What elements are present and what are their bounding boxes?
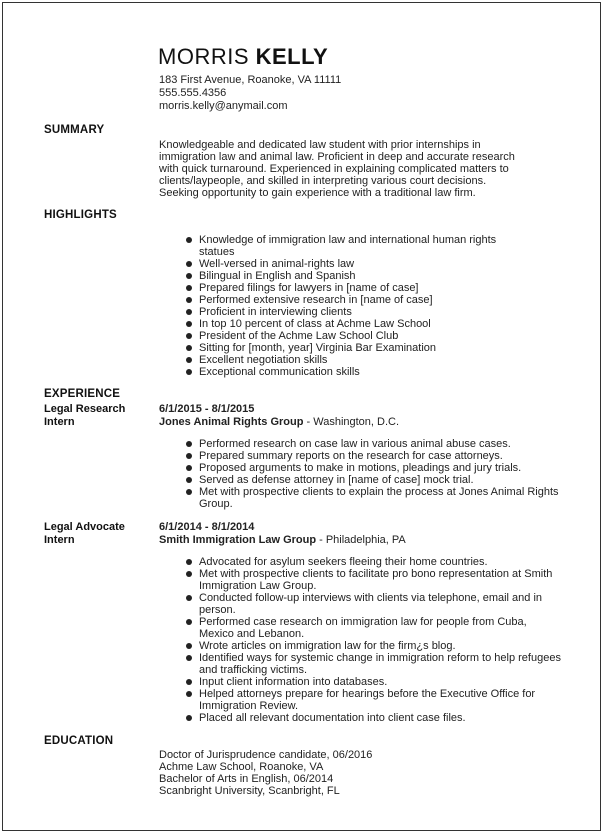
job-dates: 6/1/2014 - 8/1/2014 [159,521,255,533]
list-item: President of the Achme Law School Club [184,330,524,342]
summary-line: with quick turnaround. Experienced in explaining complicated matters to [159,163,509,175]
list-item: Met with prospective clients to facilitate pro bono representation at Smith Immigration Law Group. [184,568,564,592]
list-item: Prepared filings for lawyers in [name of case] [184,282,524,294]
list-item: Performed case research on immigration law for people from Cuba, Mexico and Lebanon. [184,616,564,640]
education-text [159,749,372,797]
list-item: Input client information into databases. [184,676,564,688]
education-line: Bachelor of Arts in English, 06/2014 [159,773,334,785]
list-item: Proficient in interviewing clients [184,306,524,318]
list-item: Well-versed in animal-rights law [184,258,524,270]
list-item: Bilingual in English and Spanish [184,270,524,282]
phone: 555.555.4356 [159,87,227,99]
contact-block [159,74,341,113]
list-item: Knowledge of immigration law and international human rights statues [184,234,524,258]
list-item: In top 10 percent of class at Achme Law School [184,318,524,330]
summary-line: Seeking opportunity to gain experience with a traditional law firm. [159,187,476,199]
job-dates: 6/1/2015 - 8/1/2015 [159,403,255,415]
summary-line: clients/laypeople, and skilled in interpreting various court decisions. [159,175,487,187]
list-item: Prepared summary reports on the research for case attorneys. [184,450,574,462]
org-name: Smith Immigration Law Group [159,534,317,546]
list-item: Conducted follow-up interviews with clients via telephone, email and in person. [184,592,564,616]
summary-line: Knowledgeable and dedicated law student with prior internships in [159,139,481,151]
last-name: KELLY [255,44,329,69]
candidate-name [158,44,328,70]
education-line: Doctor of Jurisprudence candidate, 06/2016 [159,749,373,761]
list-item: Served as defense attorney in [name of case] mock trial. [184,474,574,486]
job-title: Legal Research Intern [44,403,126,428]
list-item: Met with prospective clients to explain the process at Jones Animal Rights Group. [184,486,574,510]
list-item: Performed research on case law in various animal abuse cases. [184,438,574,450]
list-item: Performed extensive research in [name of case] [184,294,524,306]
education-line: Scanbright University, Scanbright, FL [159,785,340,797]
list-item: Advocated for asylum seekers fleeing their home countries. [184,556,564,568]
list-item: Sitting for [month, year] Virginia Bar Examination [184,342,524,354]
job-org [159,534,406,546]
list-item: Helped attorneys prepare for hearings before the Executive Office for Immigration Review. [184,688,564,712]
job-bullets [184,438,574,510]
list-item: Wrote articles on immigration law for the firm¿s blog. [184,640,564,652]
education-line: Achme Law School, Roanoke, VA [159,761,324,773]
summary-text [159,139,569,199]
job-bullets [184,556,564,724]
org-location: - Washington, D.C. [303,416,400,428]
list-item: Exceptional communication skills [184,366,524,378]
list-item: Excellent negotiation skills [184,354,524,366]
education-heading: EDUCATION [44,735,114,747]
summary-heading: SUMMARY [44,124,105,136]
highlights-list [184,234,524,378]
experience-heading: EXPERIENCE [44,388,121,400]
job-title: Legal Advocate Intern [44,521,125,546]
email: morris.kelly@anymail.com [159,100,288,112]
org-location: - Philadelphia, PA [316,534,406,546]
list-item: Proposed arguments to make in motions, pleadings and jury trials. [184,462,574,474]
first-name: MORRIS [158,44,249,69]
org-name: Jones Animal Rights Group [159,416,304,428]
list-item: Identified ways for systemic change in immigration reform to help refugees and trafficking victims. [184,652,564,676]
summary-line: immigration law and animal law. Proficient in deep and accurate research [159,151,515,163]
highlights-heading: HIGHLIGHTS [44,209,117,221]
address: 183 First Avenue, Roanoke, VA 11111 [159,74,342,86]
list-item: Placed all relevant documentation into client case files. [184,712,564,724]
job-org [159,416,399,428]
